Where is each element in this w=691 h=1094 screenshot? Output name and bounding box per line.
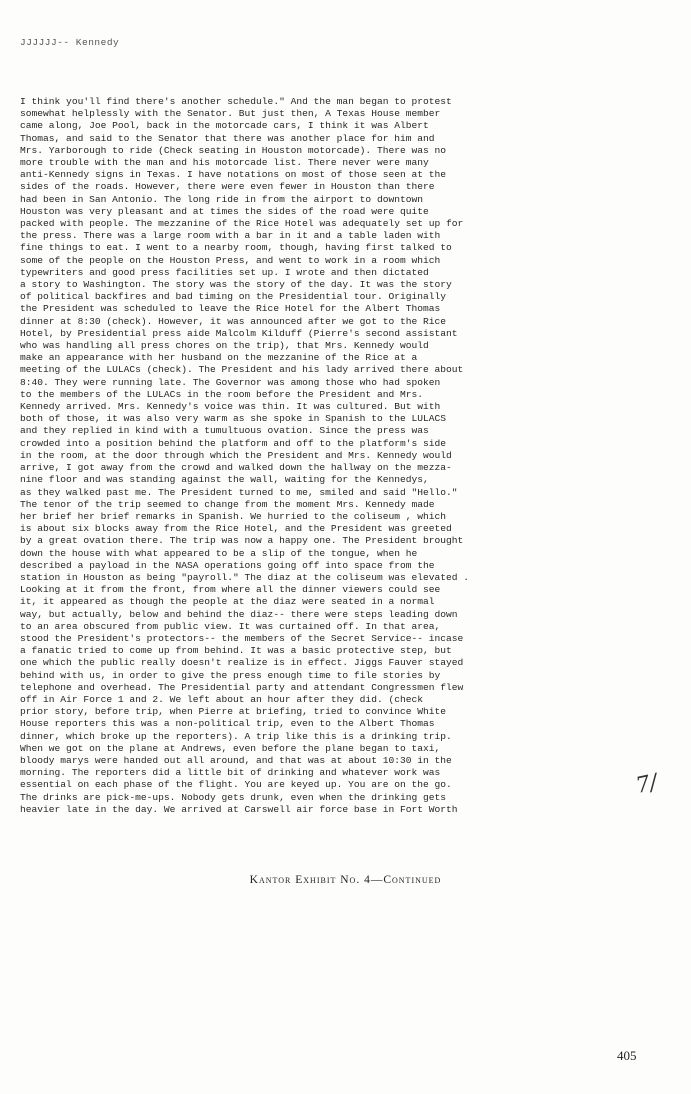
- body-line: in the room, at the door through which the President and Mrs. Kennedy would: [20, 449, 452, 461]
- body-line: had been in San Antonio. The long ride in from the airport to downtown: [20, 193, 424, 205]
- typed-body-text: [20, 96, 670, 860]
- body-line: sides of the roads. However, there were even fewer in Houston than there: [20, 181, 435, 193]
- body-line: Thomas, and said to the Senator that there was another place for him and: [20, 132, 435, 144]
- body-line: arrive, I got away from the crowd and walked down the hallway on the mezza-: [20, 462, 452, 474]
- body-line: off in Air Force 1 and 2. We left about an hour after they did. (check: [20, 693, 424, 705]
- body-line: more trouble with the man and his motorcade list. There never were many: [20, 157, 429, 169]
- body-line: anti-Kennedy signs in Texas. I have notations on most of those seen at the: [20, 169, 447, 181]
- body-line: by a great ovation there. The trip was now a happy one. The President brought: [20, 535, 464, 547]
- body-line: who was handling all press chores on the trip), that Mrs. Kennedy would: [20, 340, 429, 352]
- body-line: came along, Joe Pool, back in the motorcade cars, I think it was Albert: [20, 120, 429, 132]
- body-line: somewhat helplessly with the Senator. But just then, A Texas House member: [20, 108, 441, 120]
- body-line: heavier late in the day. We arrived at Carswell air force base in Fort Worth: [20, 803, 458, 815]
- body-line: stood the President's protectors-- the members of the Secret Service-- incase: [20, 632, 464, 644]
- body-line: prior story, before trip, when Pierre at briefing, tried to convince White: [20, 706, 447, 718]
- body-line: some of the people on the Houston Press, and went to work in a room which: [20, 254, 441, 266]
- body-line: Mrs. Yarborough to ride (Check seating in Houston motorcade). There was no: [20, 144, 447, 156]
- body-line: essential on each phase of the flight. You are keyed up. You are on the go.: [20, 779, 452, 791]
- body-line: dinner, which broke up the reporters). A trip like this is a drinking trip.: [20, 730, 452, 742]
- body-line: telephone and overhead. The Presidential party and attendant Congressmen flew: [20, 681, 464, 693]
- body-line: morning. The reporters did a little bit of drinking and whatever work was: [20, 767, 441, 779]
- body-line: way, but actually, below and behind the diaz-- there were steps leading down: [20, 608, 458, 620]
- handwritten-margin-mark: 7/: [633, 770, 660, 799]
- body-line: to an area obscured from public view. It was curtained off. In that area,: [20, 620, 441, 632]
- body-line: fine things to eat. I went to a nearby room, though, having first talked to: [20, 242, 452, 254]
- body-line: her brief her brief remarks in Spanish. We hurried to the coliseum , which: [20, 510, 447, 522]
- body-line: it, it appeared as though the people at the diaz were seated in a normal: [20, 596, 435, 608]
- body-line: 8:40. They were running late. The Governor was among those who had spoken: [20, 376, 441, 388]
- body-line: make an appearance with her husband on the mezzanine of the Rice at a: [20, 352, 418, 364]
- page-number: 405: [617, 1048, 637, 1063]
- body-line: both of those, it was also very warm as she spoke in Spanish to the LULACS: [20, 413, 447, 425]
- body-line: one which the public really doesn't realize is in effect. Jiggs Fauver stayed: [20, 657, 464, 669]
- body-line: a fanatic tried to come up from behind. It was a basic protective step, but: [20, 645, 452, 657]
- body-line: When we got on the plane at Andrews, even before the plane began to taxi,: [20, 742, 441, 754]
- body-line: dinner at 8:30 (check). However, it was announced after we got to the Rice: [20, 315, 447, 327]
- body-line: Hotel, by Presidential press aide Malcolm Kilduff (Pierre's second assistant: [20, 327, 458, 339]
- body-line: meeting of the LULACs (check). The President and his lady arrived there about: [20, 364, 464, 376]
- body-line: Looking at it from the front, from where all the dinner viewers could see: [20, 584, 441, 596]
- body-line: the President was scheduled to leave the Rice Hotel for the Albert Thomas: [20, 303, 441, 315]
- body-line: and they replied in kind with a tumultuous ovation. Since the press was: [20, 425, 429, 437]
- document-header-code: JJJJJJ-- Kennedy: [20, 37, 120, 48]
- body-line: down the house with what appeared to be a slip of the tongue, when he: [20, 547, 418, 559]
- body-line: Houston was very pleasant and at times the sides of the road were quite: [20, 205, 429, 217]
- body-line: to the members of the LULACs in the room before the President and Mrs.: [20, 388, 424, 400]
- body-line: behind with us, in order to give the press enough time to file stories by: [20, 669, 441, 681]
- exhibit-caption: Kantor Exhibit No. 4—Continued: [249, 874, 442, 886]
- body-line: a story to Washington. The story was the story of the day. It was the story: [20, 279, 452, 291]
- body-line: typewriters and good press facilities set up. I wrote and then dictated: [20, 266, 429, 278]
- body-line: The drinks are pick-me-ups. Nobody gets drunk, even when the drinking gets: [20, 791, 447, 803]
- body-line: The tenor of the trip seemed to change from the moment Mrs. Kennedy made: [20, 498, 435, 510]
- body-line: packed with people. The mezzanine of the Rice Hotel was adequately set up for: [20, 218, 464, 230]
- body-line: House reporters this was a non-political trip, even to the Albert Thomas: [20, 718, 435, 730]
- body-line: station in Houston as being "payroll." The diaz at the coliseum was elevated .: [20, 571, 470, 583]
- body-line: described a payload in the NASA operations going off into space from the: [20, 559, 435, 571]
- body-line: Kennedy arrived. Mrs. Kennedy's voice was thin. It was cultured. But with: [20, 401, 441, 413]
- body-line: crowded into a position behind the platform and off to the platform's side: [20, 437, 447, 449]
- body-line: bloody marys were handed out all around, and that was at about 10:30 in the: [20, 754, 452, 766]
- body-line: of political backfires and bad timing on the Presidential tour. Originally: [20, 291, 447, 303]
- body-line: as they walked past me. The President turned to me, smiled and said "Hello.": [20, 486, 458, 498]
- body-line: is about six blocks away from the Rice Hotel, and the President was greeted: [20, 523, 452, 535]
- body-line: I think you'll find there's another schedule." And the man began to protest: [20, 96, 452, 107]
- body-line: nine floor and was standing against the wall, waiting for the Kennedys,: [20, 474, 429, 486]
- body-line: the press. There was a large room with a bar in it and a table laden with: [20, 230, 441, 242]
